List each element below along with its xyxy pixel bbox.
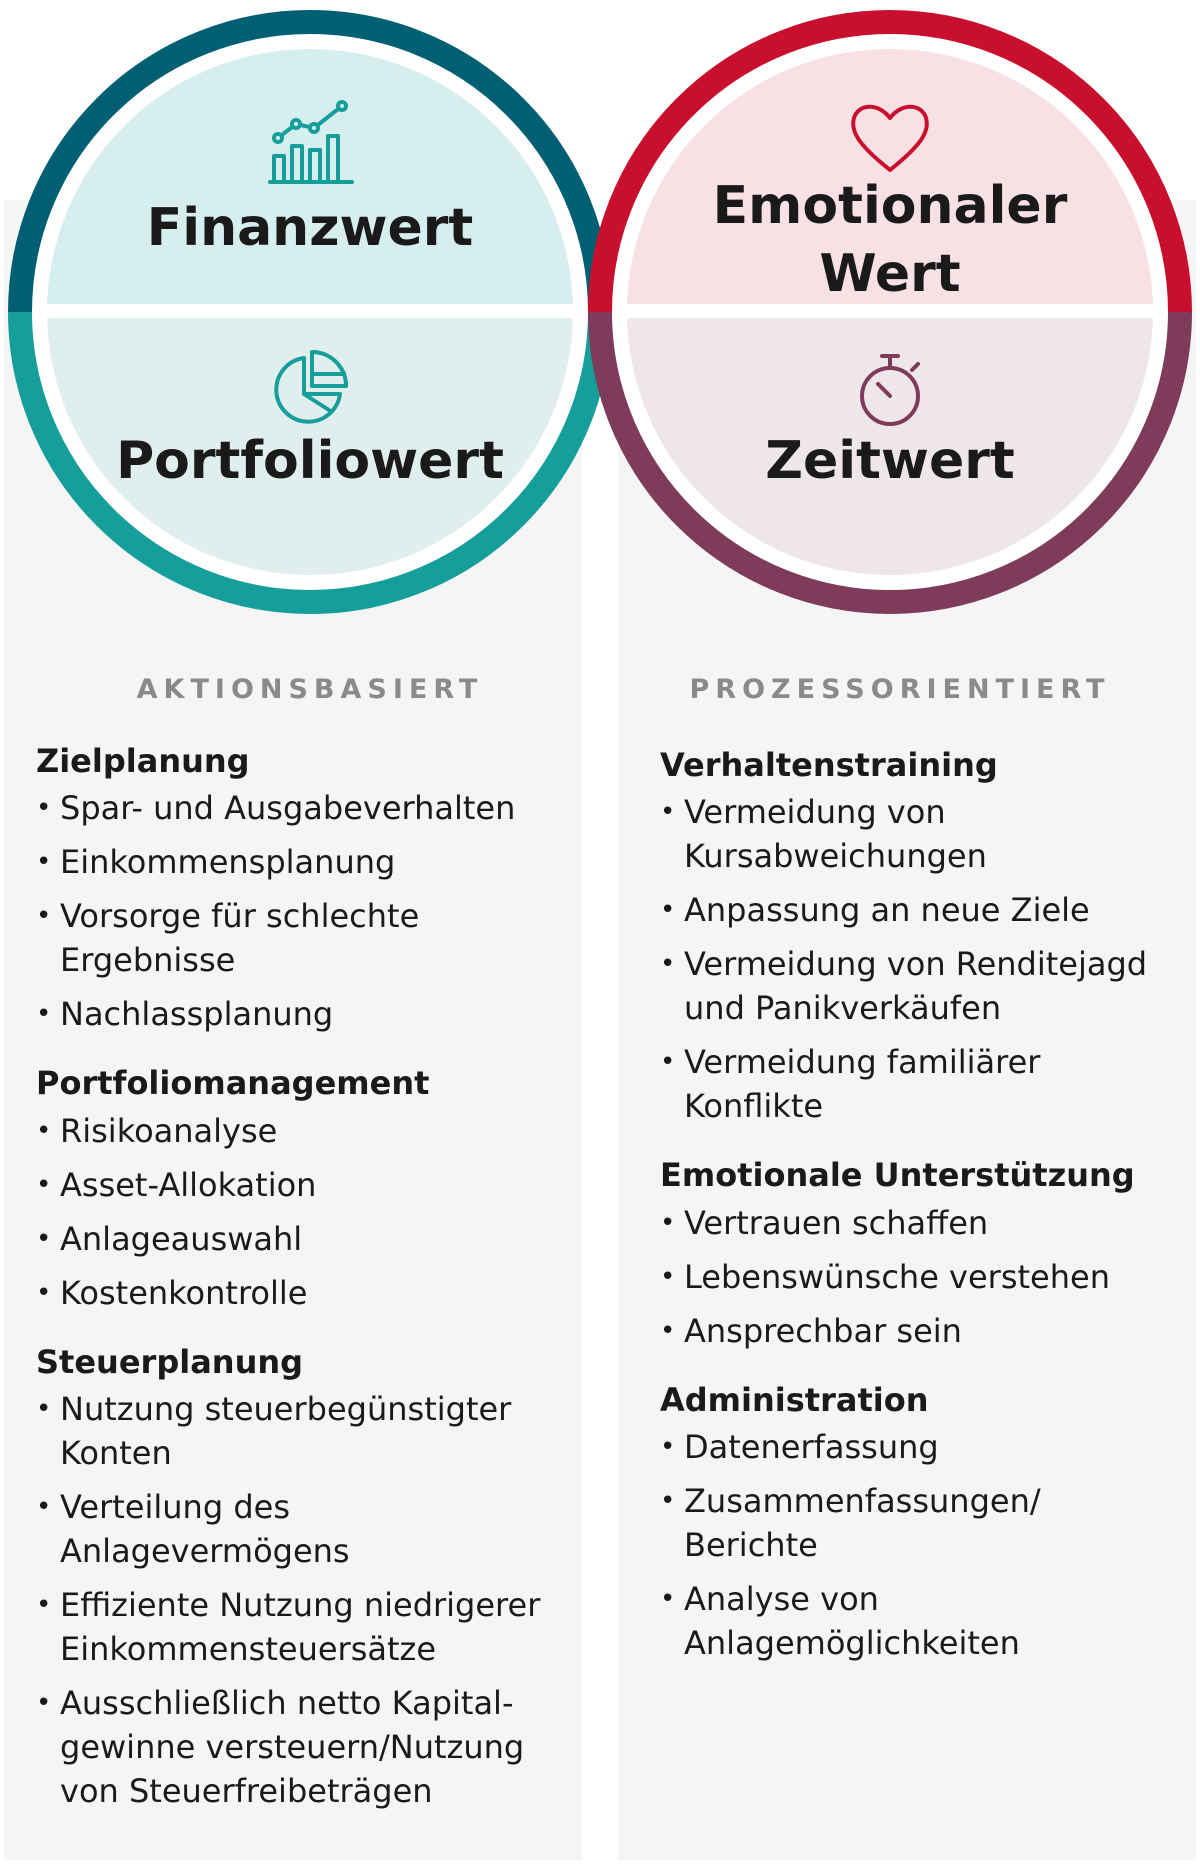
group-emotionale-unterstuetzung	[660, 1156, 1170, 1352]
group-zielplanung	[36, 742, 576, 1036]
group-heading: Zielplanung	[36, 742, 250, 780]
list-item: • Vermeidung familiärer Konflikte	[660, 1040, 1170, 1128]
list-item: • Nutzung steuerbegünstigter Konten	[36, 1387, 576, 1475]
list-item: • Ausschließlich netto Kapital-gewinne versteuern/Nutzung von Steuerfreibeträgen	[36, 1681, 576, 1813]
left-kicker: AKTIONSBASIERT	[136, 674, 484, 705]
list-item: • Kostenkontrolle	[36, 1271, 576, 1315]
list-item: • Risikoanalyse	[36, 1109, 576, 1153]
right-kicker: PROZESSORIENTIERT	[689, 674, 1111, 705]
list-item: • Spar- und Ausgabeverhalten	[36, 786, 576, 830]
list-item: • Analyse von Anlagemöglichkeiten	[660, 1577, 1170, 1665]
list-item: • Effiziente Nutzung niedrigerer Einkommensteuersätze	[36, 1583, 576, 1671]
list-item: • Vermeidung von Kursabweichungen	[660, 790, 1170, 878]
list-item: • Einkommensplanung	[36, 840, 576, 884]
group-portfoliomanagement	[36, 1064, 576, 1314]
left-column	[36, 742, 576, 1841]
group-heading: Portfoliomanagement	[36, 1064, 430, 1103]
group-heading: Administration	[660, 1380, 929, 1419]
right-column	[660, 746, 1170, 1693]
group-heading: Verhaltenstraining	[660, 746, 998, 784]
group-heading: Steuerplanung	[36, 1342, 304, 1381]
value-circles	[0, 0, 1200, 640]
list-item: • Zusammenfassungen/ Berichte	[660, 1479, 1170, 1567]
group-steuerplanung	[36, 1343, 576, 1813]
list-item: • Datenerfassung	[660, 1425, 1170, 1469]
list-item: • Vorsorge für schlechte Ergebnisse	[36, 894, 576, 982]
list-item: • Anpassung an neue Ziele	[660, 888, 1170, 932]
group-heading: Emotionale Unterstützung	[660, 1156, 1135, 1195]
zeitwert-title: Zeitwert	[765, 431, 1015, 491]
group-verhaltenstraining	[660, 746, 1170, 1128]
group-administration	[660, 1381, 1170, 1665]
list-item: • Ansprechbar sein	[660, 1309, 1170, 1353]
left-circle	[20, 22, 600, 602]
emotional-value-title-line2: Wert	[819, 244, 961, 304]
portfoliowert-title: Portfoliowert	[116, 431, 504, 491]
list-item: • Verteilung des Anlagevermögens	[36, 1485, 576, 1573]
list-item: • Asset-Allokation	[36, 1163, 576, 1207]
list-item: • Nachlassplanung	[36, 992, 576, 1036]
list-item: • Vertrauen schaffen	[660, 1201, 1170, 1245]
finanzwert-title: Finanzwert	[146, 198, 474, 258]
list-item: • Lebenswünsche verstehen	[660, 1255, 1170, 1299]
list-item: • Vermeidung von Renditejagd und Panikverkäufen	[660, 942, 1170, 1030]
right-circle	[600, 22, 1180, 602]
emotional-value-title	[640, 172, 1140, 308]
list-item: • Anlageauswahl	[36, 1217, 576, 1261]
emotional-value-title-line1: Emotionaler	[712, 176, 1068, 236]
